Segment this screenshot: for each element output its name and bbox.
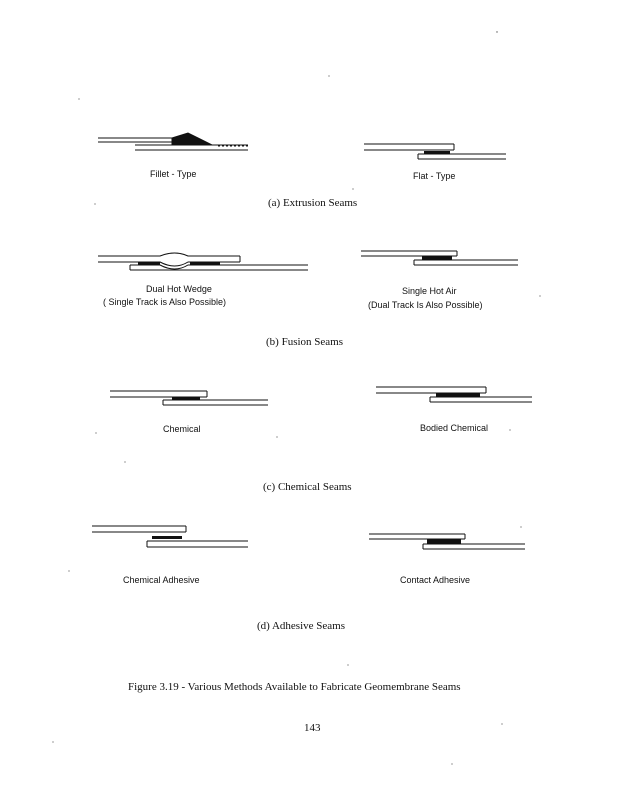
fusion-seams-caption: (b) Fusion Seams (266, 336, 343, 348)
contact-adhesive-label: Contact Adhesive (400, 575, 471, 585)
scan-specks (52, 31, 540, 764)
single-hot-air-seam-drawing (361, 251, 518, 265)
chemical-seam-drawing (110, 391, 268, 405)
adhesive-seams-caption: (d) Adhesive Seams (257, 620, 345, 632)
chemical-adhesive-label: Chemical Adhesive (123, 575, 200, 585)
extrusion-seams-caption: (a) Extrusion Seams (268, 197, 358, 209)
single-hot-air-sublabel: (Dual Track Is Also Possible) (368, 300, 483, 310)
fillet-type-label: Fillet - Type (150, 169, 197, 179)
bodied-chemical-seam-drawing (376, 387, 532, 402)
dual-hot-wedge-label: Dual Hot Wedge (146, 284, 212, 294)
figure-caption: Figure 3.19 - Various Methods Available to Fabricate Geomembrane Seams (128, 681, 461, 693)
single-hot-air-label: Single Hot Air (402, 286, 457, 296)
bodied-chemical-label: Bodied Chemical (420, 423, 489, 433)
dual-hot-wedge-seam-drawing (98, 253, 308, 270)
chemical-seams-caption: (c) Chemical Seams (263, 481, 352, 493)
contact-adhesive-seam-drawing (369, 534, 525, 549)
page-number: 143 (304, 722, 321, 734)
chemical-adhesive-seam-drawing (92, 526, 248, 547)
fillet-type-seam-drawing (98, 133, 248, 150)
flat-type-label: Flat - Type (413, 171, 456, 181)
dual-hot-wedge-sublabel: ( Single Track is Also Possible) (103, 297, 227, 307)
flat-type-seam-drawing (364, 144, 506, 159)
chemical-label: Chemical (163, 424, 201, 434)
